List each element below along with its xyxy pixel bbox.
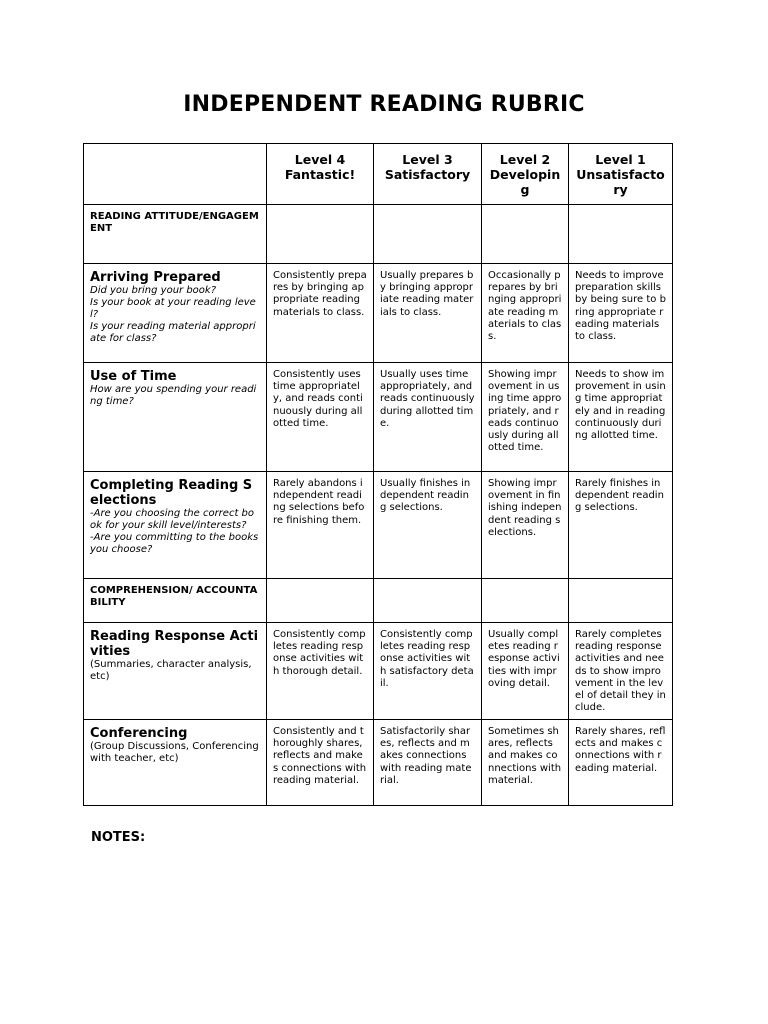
rubric-cell-level-2: Showing improvement in using time appropriately, and reads continuously during allotted time. [482,363,569,472]
criterion-notes: (Group Discussions, Conferencing with teacher, etc) [90,741,259,764]
criterion-cell-response [84,623,267,720]
empty-cell [569,205,673,264]
rubric-cell-level-1: Needs to improve preparation skills by being sure to bring appropriate reading materials to class. [569,264,673,363]
empty-cell [569,579,673,623]
section-row-comprehension [84,579,673,623]
criterion-row-response [84,623,673,720]
section-title-attitude: READING ATTITUDE/ENGAGEMENT [84,205,267,264]
rubric-table [83,143,673,806]
header-level-1: Level 1 Unsatisfactory [569,144,673,205]
section-row-attitude [84,205,673,264]
header-row [84,144,673,205]
criterion-notes: Did you bring your book? Is your book at your reading level? Is your reading material appropriate for class? [90,285,256,344]
page-title: INDEPENDENT READING RUBRIC [183,92,585,117]
rubric-cell-level-4: Consistently uses time appropriately, and reads continuously during allotted time. [267,363,374,472]
empty-cell [267,205,374,264]
rubric-cell-level-2: Occasionally prepares by bringing appropriate reading materials to class. [482,264,569,363]
rubric-cell-level-3: Usually prepares by bringing appropriate reading materials to class. [374,264,482,363]
criterion-row-arriving [84,264,673,363]
rubric-cell-level-2: Sometimes shares, reflects and makes connections with material. [482,720,569,806]
criterion-title: Arriving Prepared [90,270,221,285]
criterion-title: Completing Reading Selections [90,478,253,508]
rubric-cell-level-4: Rarely abandons independent reading selections before finishing them. [267,472,374,579]
header-level-3: Level 3 Satisfactory [374,144,482,205]
criterion-cell-arriving [84,264,267,363]
section-title-comprehension: COMPREHENSION/ ACCOUNTABILITY [84,579,267,623]
criterion-notes: -Are you choosing the correct book for your skill level/interests? -Are you committing to the books you choose? [90,508,259,555]
header-level-4: Level 4 Fantastic! [267,144,374,205]
empty-cell [267,579,374,623]
criterion-title: Reading Response Activities [90,629,259,659]
rubric-cell-level-3: Usually finishes independent reading selections. [374,472,482,579]
header-blank-cell [84,144,267,205]
rubric-cell-level-3: Usually uses time appropriately, and reads continuously during allotted time. [374,363,482,472]
empty-cell [482,205,569,264]
rubric-cell-level-4: Consistently and thoroughly shares, reflects and makes connections with reading material. [267,720,374,806]
header-level-2: Level 2 Developing [482,144,569,205]
criterion-notes: How are you spending your reading time? [90,384,257,407]
rubric-cell-level-1: Rarely finishes independent reading selections. [569,472,673,579]
criterion-row-completing [84,472,673,579]
criterion-cell-time [84,363,267,472]
criterion-notes: (Summaries, character analysis, etc) [90,659,252,682]
rubric-cell-level-3: Satisfactorily shares, reflects and makes connections with reading material. [374,720,482,806]
rubric-cell-level-1: Rarely completes reading response activities and needs to show improvement in the level of detail they include. [569,623,673,720]
rubric-cell-level-1: Needs to show improvement in using time appropriately and in reading continuously during allotted time. [569,363,673,472]
criterion-title: Use of Time [90,369,177,384]
criterion-cell-completing [84,472,267,579]
criterion-cell-conferencing [84,720,267,806]
rubric-cell-level-4: Consistently prepares by bringing appropriate reading materials to class. [267,264,374,363]
criterion-row-time [84,363,673,472]
empty-cell [482,579,569,623]
criterion-title: Conferencing [90,726,188,741]
rubric-cell-level-1: Rarely shares, reflects and makes connections with reading material. [569,720,673,806]
empty-cell [374,579,482,623]
criterion-row-conferencing [84,720,673,806]
rubric-cell-level-3: Consistently completes reading response activities with satisfactory detail. [374,623,482,720]
rubric-cell-level-4: Consistently completes reading response activities with thorough detail. [267,623,374,720]
rubric-cell-level-2: Showing improvement in finishing independent reading selections. [482,472,569,579]
notes-label: NOTES: [91,830,146,845]
empty-cell [374,205,482,264]
rubric-cell-level-2: Usually completes reading response activities with improving detail. [482,623,569,720]
